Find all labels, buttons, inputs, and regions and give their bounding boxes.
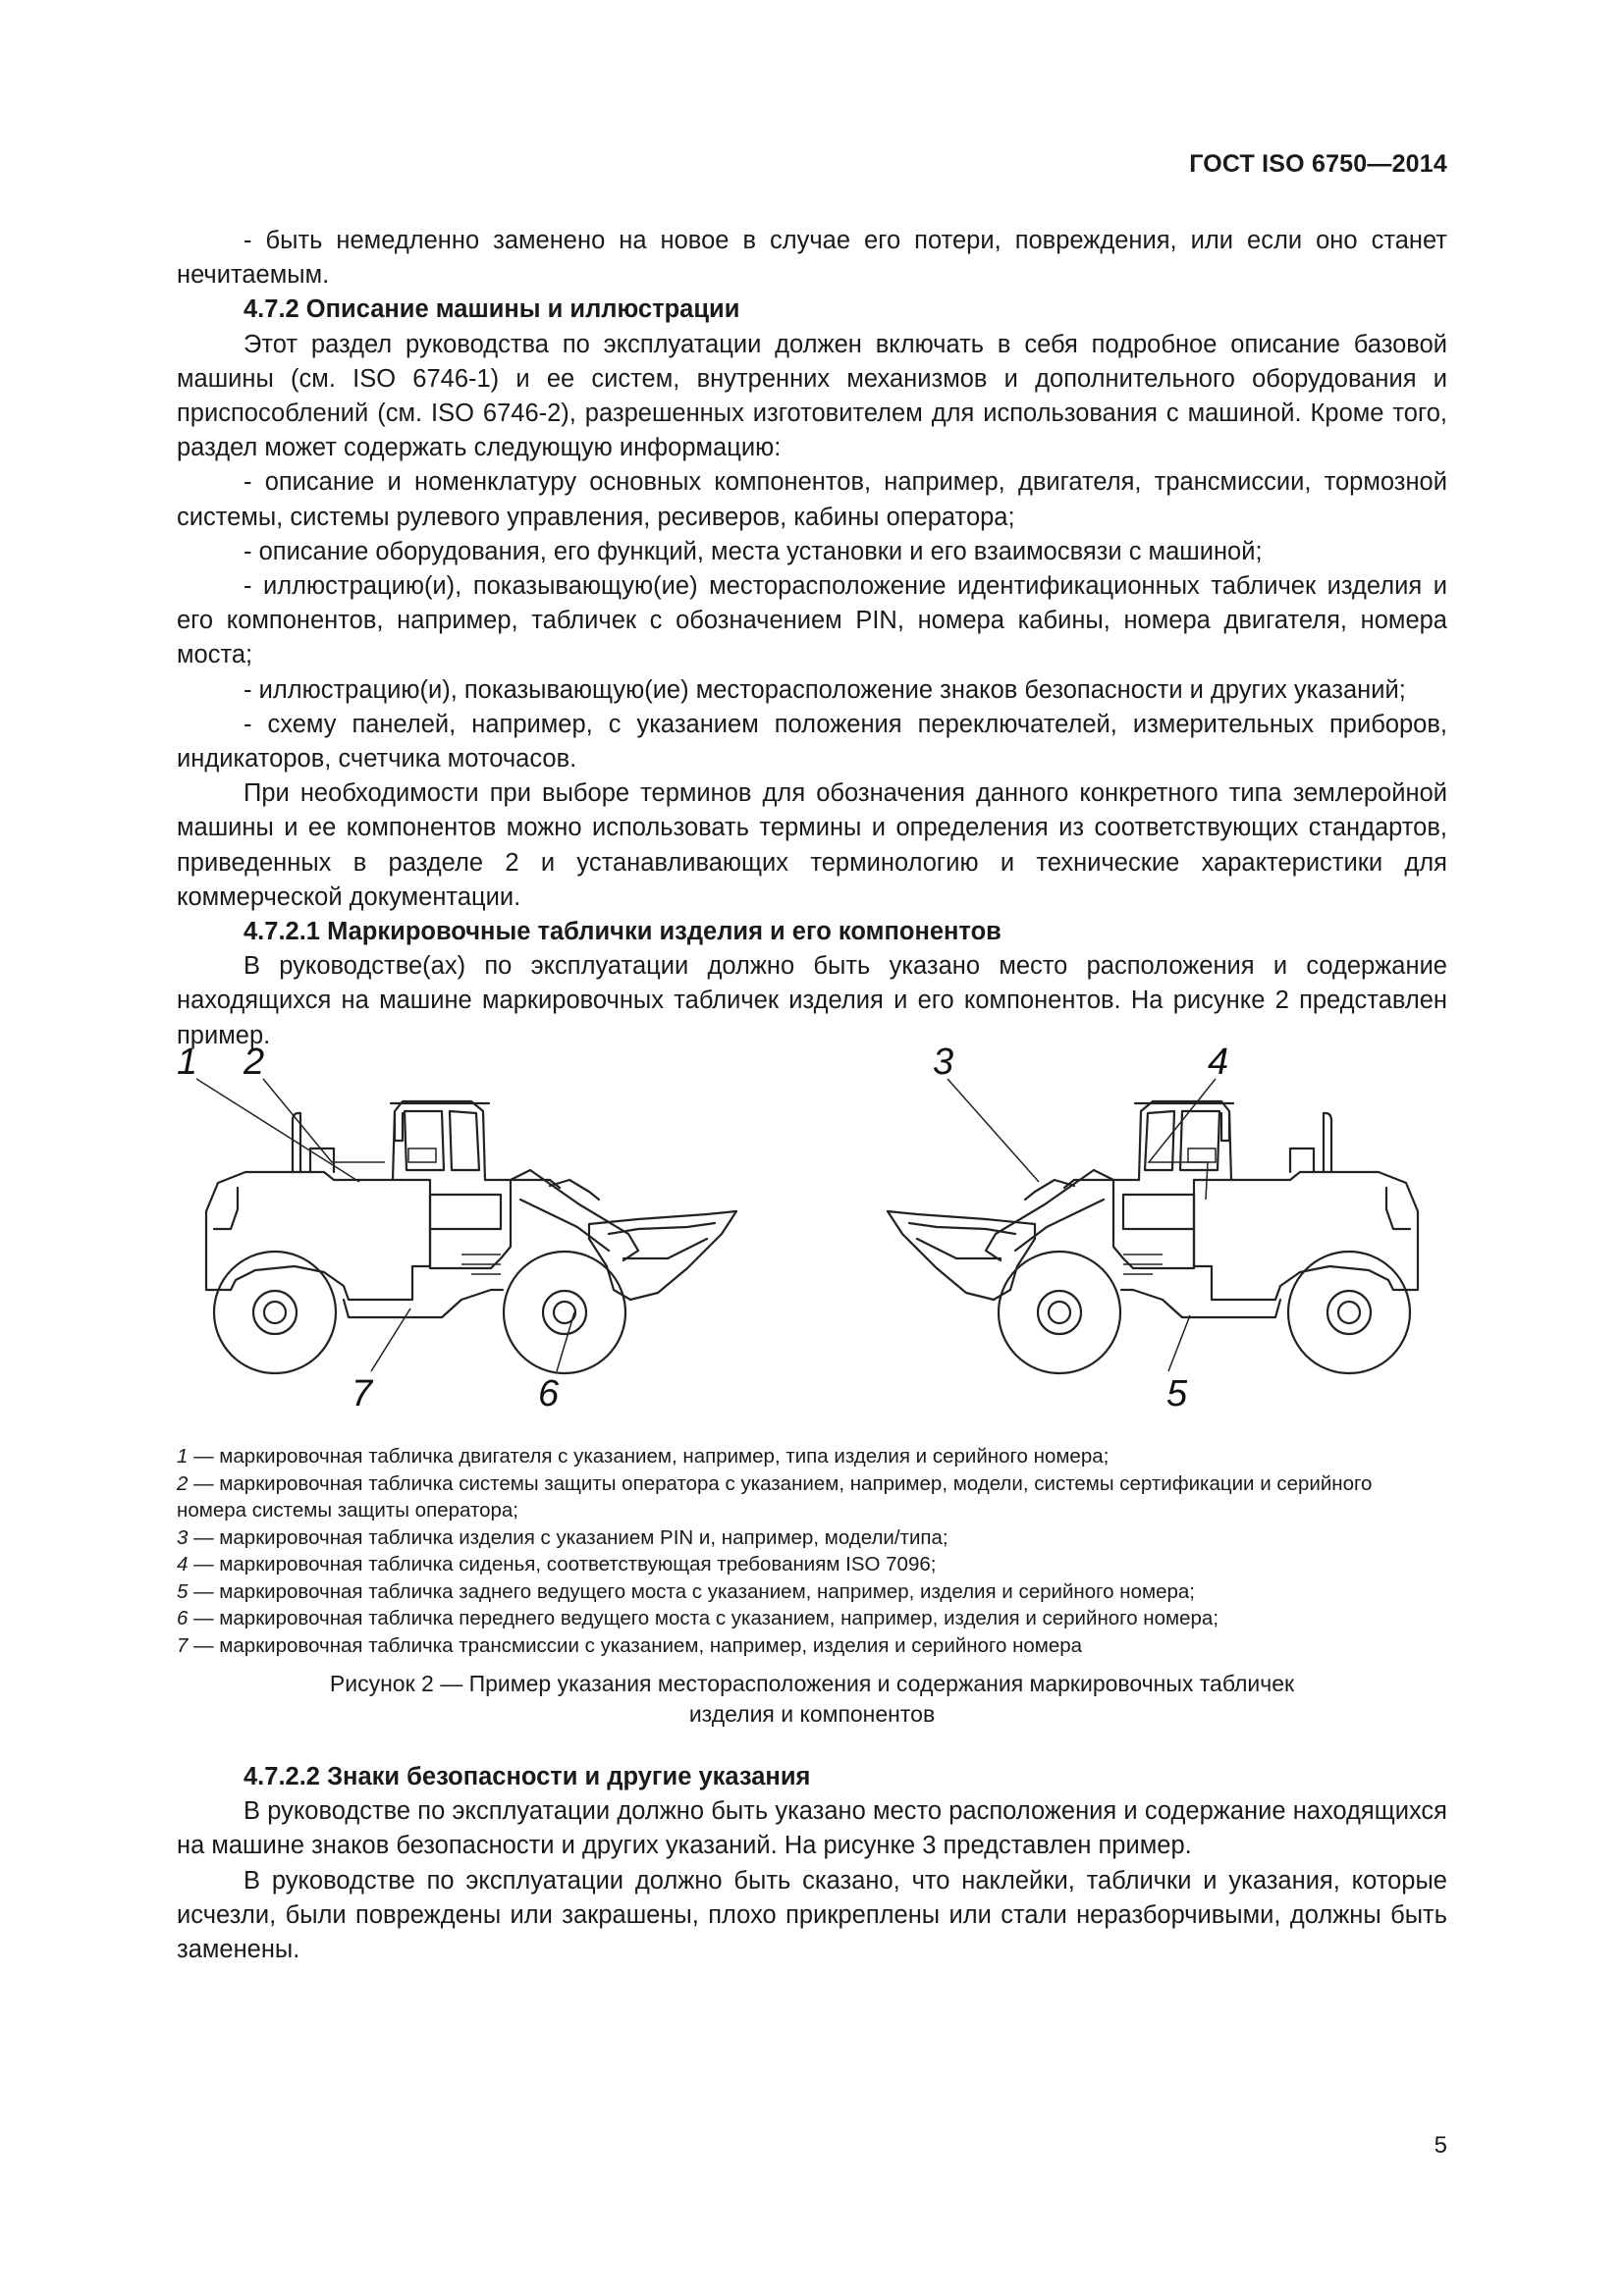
list-item-4: - иллюстрацию(и), показывающую(ие) месторасположение знаков безопасности и других указаний;	[244, 675, 1406, 704]
paragraph-4-7-2-2-2: В руководстве по эксплуатации должно быть сказано, что наклейки, таблички и указания, которые исчезли, были повреждены или закрашены, плохо прикреплены или стали неразборчивыми, должны быть заменены.	[177, 1866, 1447, 1964]
left-wheel-loader	[196, 1079, 736, 1373]
callout-3: 3	[933, 1041, 954, 1083]
callout-1: 1	[177, 1041, 198, 1083]
list-item-3: - иллюстрацию(и), показывающую(ие) месторасположение идентификационных табличек изделия и его компонентов, например, табличек с обозначением PIN, номера кабины, номера двигателя, номера моста;	[177, 572, 1447, 669]
document-code-header: ГОСТ ISO 6750—2014	[1189, 150, 1447, 178]
page-number: 5	[1434, 2132, 1447, 2159]
paragraph-intro: - быть немедленно заменено на новое в случае его потери, повреждения, или если оно станет нечитаемым.	[177, 227, 1447, 290]
list-item-1: - описание и номенклатуру основных компонентов, например, двигателя, трансмиссии, тормозной системы, системы рулевого управления, ресиверов, кабины оператора;	[177, 468, 1447, 531]
legend-item: 4 — маркировочная табличка сиденья, соответствующая требованиям ISO 7096;	[177, 1553, 937, 1575]
legend-item: 2 — маркировочная табличка системы защиты оператора с указанием, например, модели, системы сертификации и серийного номера системы защиты оператора;	[177, 1471, 1373, 1522]
paragraph-4-7-2-1: Этот раздел руководства по эксплуатации должен включать в себя подробное описание базовой машины (см. ISO 6746-1) и ее систем, внутренних механизмов и дополнительного оборудования и приспособлений (см. ISO 6746-2), разрешенных изготовителем для использования с машиной. Кроме того, раздел может содержать следующую информацию:	[177, 330, 1447, 462]
figure-legend	[177, 1443, 1414, 1659]
callout-4: 4	[1208, 1041, 1229, 1083]
caption-line-1: Рисунок 2 — Пример указания месторасположения и содержания маркировочных табличек	[329, 1671, 1295, 1696]
list-item-5: - схему панелей, например, с указанием положения переключателей, измерительных приборов, индикаторов, счетчика моточасов.	[177, 710, 1447, 774]
legend-item: 5 — маркировочная табличка заднего ведущего моста с указанием, например, изделия и серийного номера;	[177, 1579, 1195, 1603]
legend-item: 7 — маркировочная табличка трансмиссии с указанием, например, изделия и серийного номера	[177, 1633, 1083, 1657]
heading-4-7-2: 4.7.2 Описание машины и иллюстрации	[244, 295, 740, 324]
body-text-bottom	[177, 1760, 1447, 1967]
callout-5: 5	[1166, 1373, 1188, 1415]
caption-line-2: изделия и компонентов	[688, 1701, 936, 1727]
callout-7: 7	[352, 1373, 373, 1415]
right-wheel-loader	[888, 1101, 1418, 1373]
paragraph-4-7-2-2: При необходимости при выборе терминов для обозначения данного конкретного типа землеройной машины и ее компонентов можно использовать термины и определения из соответствующих стандартов, приведенных в разделе 2 и устанавливающих терминологию и технические характеристики для коммерческой документации.	[177, 779, 1447, 911]
callout-6: 6	[538, 1373, 560, 1415]
legend-item: 6 — маркировочная табличка переднего ведущего моста с указанием, например, изделия и серийного номера;	[177, 1607, 1219, 1629]
legend-item: 3 — маркировочная табличка изделия с указанием PIN и, например, модели/типа;	[177, 1525, 948, 1549]
heading-4-7-2-2: 4.7.2.2 Знаки безопасности и другие указания	[244, 1763, 811, 1790]
figure-wheel-loaders	[177, 1033, 1447, 1425]
callout-2: 2	[244, 1041, 265, 1083]
heading-4-7-2-1: 4.7.2.1 Маркировочные таблички изделия и его компонентов	[244, 918, 1001, 946]
figure-caption	[177, 1669, 1447, 1730]
list-item-2: - описание оборудования, его функций, места установки и его взаимосвязи с машиной;	[244, 537, 1263, 565]
body-text-top	[177, 224, 1447, 1053]
legend-item: 1 — маркировочная табличка двигателя с указанием, например, типа изделия и серийного номера;	[177, 1445, 1110, 1468]
wheel-loader-illustration	[177, 1033, 1447, 1425]
paragraph-4-7-2-1-text: В руководстве(ах) по эксплуатации должно быть указано место расположения и содержание находящихся на машине маркировочных табличек изделия и его компонентов. На рисунке 2 представлен пример.	[177, 952, 1447, 1049]
paragraph-4-7-2-2-1: В руководстве по эксплуатации должно быть указано место расположения и содержание находящихся на машине знаков безопасности и других указаний. На рисунке 3 представлен пример.	[177, 1797, 1447, 1860]
